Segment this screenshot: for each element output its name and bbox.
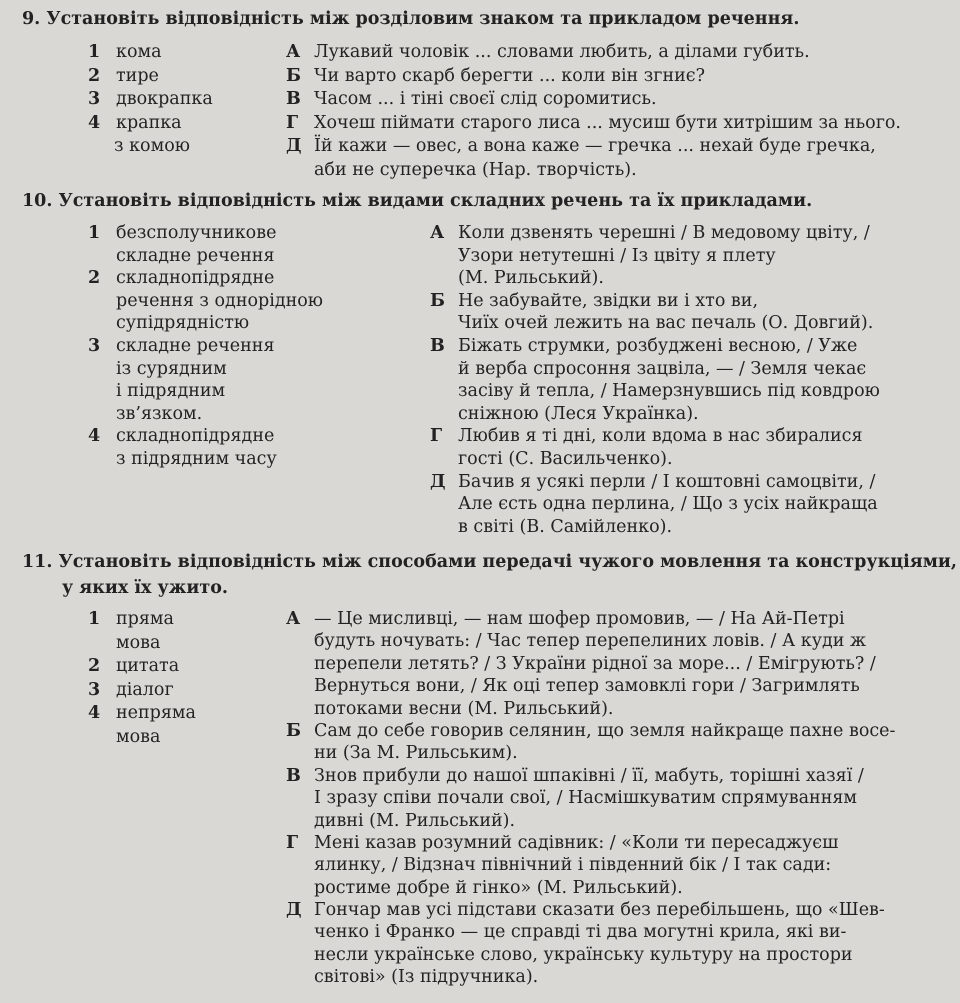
option-4: 4 непряма мова (88, 703, 196, 747)
option-d: Д Бачив я усякі перли / І коштовні самоцвіти, / Але єсть одна перлина, / Що з усіх найкраща в світі (В. Самійленко). (430, 471, 878, 537)
option-number: 3 (88, 335, 101, 356)
option-1: 1 кома (88, 41, 213, 65)
option-1: 1 безсполучникове складне речення (88, 223, 277, 266)
option-number: 4 (88, 703, 101, 723)
option-number: 3 (88, 679, 101, 700)
q9-left-options (88, 41, 213, 159)
question-title: 9. Установіть відповідність між розділовим знаком та прикладом речення. (22, 9, 800, 29)
q9-right-options (286, 41, 901, 182)
q11-left-options (88, 608, 196, 749)
option-number: 3 (88, 89, 101, 109)
option-4: 4 крапка з комою (88, 112, 190, 156)
question-title: 11. Установіть відповідність між способами передачі чужого мовлення та конструкціями, (22, 552, 957, 572)
option-1: 1 пряма мова (88, 609, 174, 653)
option-b: Б Чи варто скарб берегти ... коли він згниє? (286, 65, 705, 86)
option-2: 2 складнопідрядне речення з однорідною супідрядністю (88, 268, 324, 334)
option-3: 3 складне речення із сурядним і підрядним зв’язком. (88, 335, 275, 424)
option-d: Д Їй кажи — овес, а вона каже — гречка ... нехай буде гречка, аби не суперечка (Нар. творчість). (286, 136, 876, 180)
q10-right-options (430, 222, 880, 538)
option-number: 2 (88, 656, 101, 676)
q10-left-options (88, 222, 323, 471)
option-a: А — Це мисливці, — нам шофер промовив, — / На Ай-Петрі будуть ночувать: / Час тепер перепелиних ловів. / А куди ж перепели летять? / З України рідної за море... / Емігрують? / Вернуться вони, / Як оці тепер замовклі гори / Загримлять потоками весни (М. Рильський). (286, 609, 876, 719)
option-g: Г Мені казав розумний садівник: / «Коли ти пересаджуєш ялинку, / Відзнач північний і південний бік / І так сади: ростиме добре й гінко» (М. Рильський). (286, 832, 839, 898)
option-number: 1 (88, 223, 101, 243)
option-a: А Лукавий чоловік ... словами любить, а ділами губить. (286, 42, 810, 62)
option-3: 3 діалог (88, 679, 196, 703)
option-2: 2 цитата (88, 655, 196, 679)
option-number: 2 (88, 268, 101, 289)
option-d: Д Гончар мав усі підстави сказати без перебільшень, що «Шев- ченко і Франко — це справді ті два могутні крила, які ви- несли українське слово, українську культуру на простори світові» (Із підручника). (286, 900, 885, 988)
q11-right-options (286, 608, 895, 989)
option-v: В Знов прибули до нашої шпаківні / її, мабуть, торішні хазяї / І зразу співи почали свої, / Насмішкуватим спрямуванням дивні (М. Рильський). (286, 765, 864, 831)
option-number: 4 (88, 112, 101, 133)
option-b: Б Сам до себе говорив селянин, що земля найкраще пахне восе- ни (За М. Рильським). (286, 720, 896, 764)
question-title: 10. Установіть відповідність між видами складних речень та їх прикладами. (22, 191, 813, 211)
option-v: В Біжать струмки, розбуджені весною, / Уже й верба спросоння зацвіла, — / Земля чекає засіву й тепла, / Намерзнувшись під ковдрою сніжною (Леся Українка). (430, 335, 880, 424)
option-2: 2 тире (88, 65, 213, 89)
option-number: 2 (88, 65, 101, 86)
option-g: Г Любив я ті дні, коли вдома в нас збиралися гості (С. Васильченко). (430, 426, 863, 469)
option-v: В Часом ... і тіні своєї слід соромитись. (286, 89, 657, 109)
option-g: Г Хочеш піймати старого лиса ... мусиш бути хитрішим за нього. (286, 112, 901, 133)
option-3: 3 двокрапка (88, 88, 213, 112)
question-title-continued: у яких їх ужито. (62, 578, 229, 598)
option-number: 1 (88, 609, 101, 629)
option-a: А Коли дзвенять черешні / В медовому цвіту, / Узори нетутешні / Із цвіту я плету (М. Рильський). (430, 223, 870, 289)
option-number: 4 (88, 426, 101, 447)
option-number: 1 (88, 42, 101, 62)
option-b: Б Не забувайте, звідки ви і хто ви, Чиїх очей лежить на вас печаль (О. Довгий). (430, 290, 874, 334)
option-4: 4 складнопідрядне з підрядним часу (88, 426, 277, 469)
